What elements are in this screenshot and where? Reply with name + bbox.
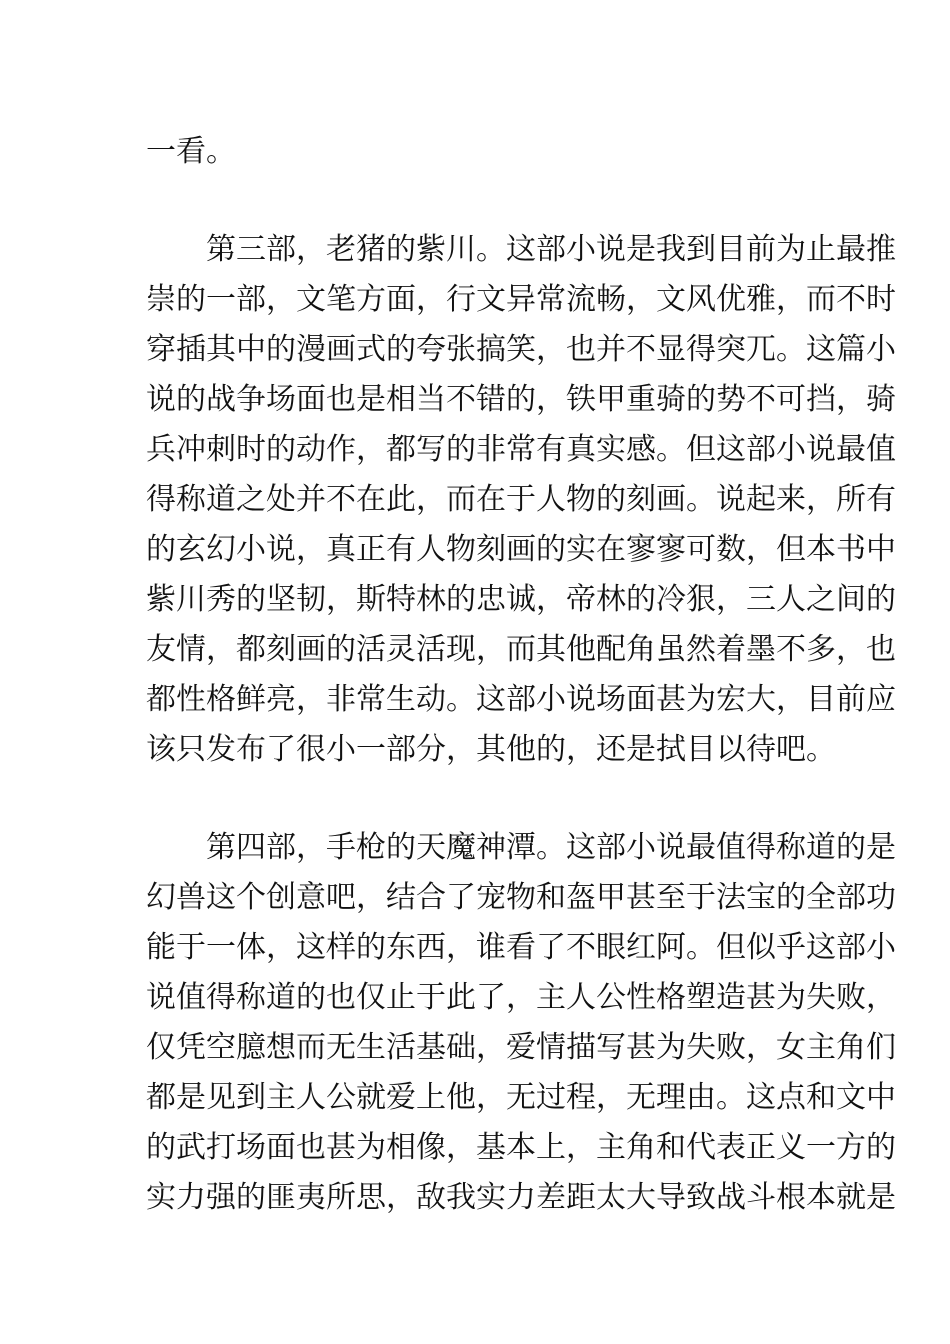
paragraph-line: 得称道之处并不在此，而在于人物的刻画。说起来，所有 — [146, 482, 896, 517]
paragraph-line: 穿插其中的漫画式的夸张搞笑，也并不显得突兀。这篇小 — [146, 332, 896, 367]
paragraph-line: 能于一体，这样的东西，谁看了不眼红阿。但似乎这部小 — [146, 930, 896, 965]
paragraph-line: 都性格鲜亮，非常生动。这部小说场面甚为宏大，目前应 — [146, 682, 896, 717]
paragraph-line: 都是见到主人公就爱上他，无过程，无理由。这点和文中 — [146, 1080, 896, 1115]
paragraph-line: 崇的一部，文笔方面，行文异常流畅，文风优雅，而不时 — [146, 282, 896, 317]
paragraph-line: 该只发布了很小一部分，其他的，还是拭目以待吧。 — [146, 732, 836, 767]
paragraph-line: 第三部，老猪的紫川。这部小说是我到目前为止最推 — [206, 232, 896, 267]
paragraph-line: 实力强的匪夷所思，敌我实力差距太大导致战斗根本就是 — [146, 1180, 896, 1215]
paragraph-line: 仅凭空臆想而无生活基础，爱情描写甚为失败，女主角们 — [146, 1030, 896, 1065]
paragraph-line: 幻兽这个创意吧，结合了宠物和盔甲甚至于法宝的全部功 — [146, 880, 896, 915]
paragraph-line: 兵冲刺时的动作，都写的非常有真实感。但这部小说最值 — [146, 432, 896, 467]
paragraph-line: 友情，都刻画的活灵活现，而其他配角虽然着墨不多，也 — [146, 632, 896, 667]
paragraph-line: 的玄幻小说，真正有人物刻画的实在寥寥可数，但本书中 — [146, 532, 896, 567]
paragraph-line: 说的战争场面也是相当不错的，铁甲重骑的势不可挡，骑 — [146, 382, 896, 417]
paragraph-line: 紫川秀的坚韧，斯特林的忠诚，帝林的冷狠，三人之间的 — [146, 582, 896, 617]
paragraph-line: 说值得称道的也仅止于此了，主人公性格塑造甚为失败， — [146, 980, 896, 1015]
paragraph-line: 一看。 — [146, 134, 236, 169]
paragraph-line: 第四部，手枪的天魔神潭。这部小说最值得称道的是 — [206, 830, 896, 865]
paragraph-line: 的武打场面也甚为相像，基本上，主角和代表正义一方的 — [146, 1130, 896, 1165]
